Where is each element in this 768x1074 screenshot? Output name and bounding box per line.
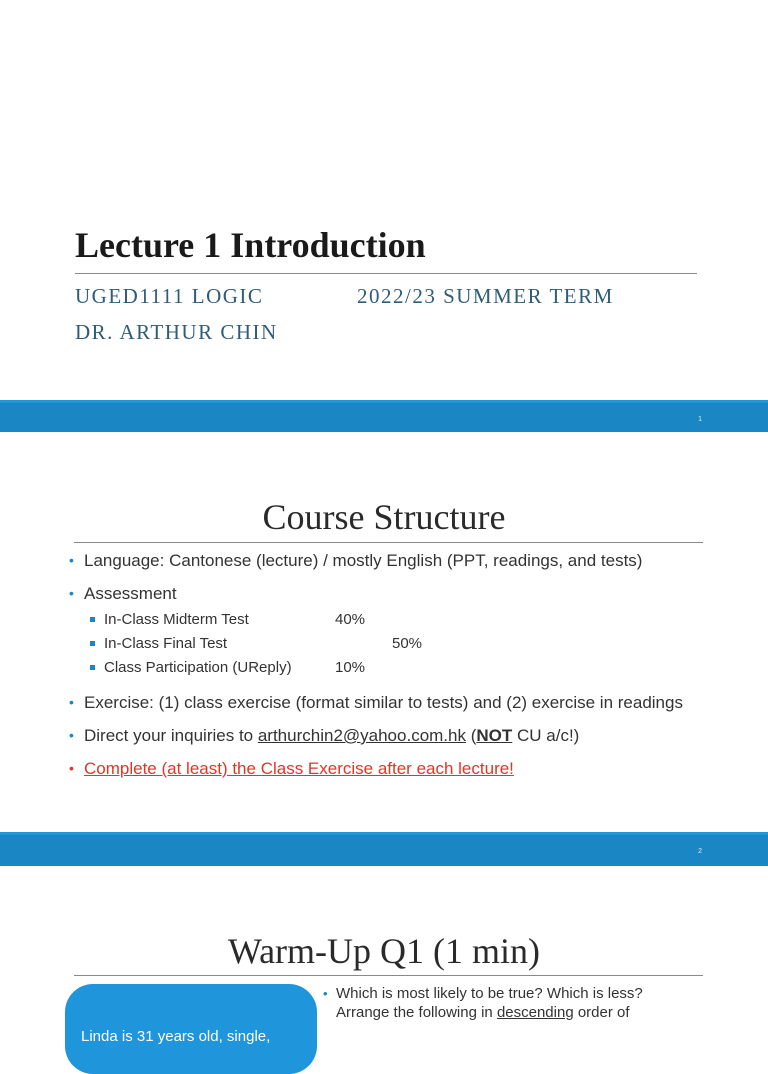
reminder-text: Complete (at least) the Class Exercise after each lecture! <box>84 759 514 778</box>
slide-1 <box>0 0 768 400</box>
bullet-icon: • <box>69 585 74 601</box>
not-emphasis: NOT <box>476 726 513 745</box>
instructor-name: DR. ARTHUR CHIN <box>75 320 278 344</box>
square-bullet-icon <box>90 617 95 622</box>
descending-emphasis: descending <box>496 1004 574 1021</box>
bullet-icon: • <box>69 694 74 710</box>
bullet-icon: • <box>69 760 74 776</box>
bullet-list <box>322 984 722 1034</box>
assessment-weight: 50% <box>392 635 423 652</box>
email-link[interactable]: arthurchin2@yahoo.com.hk <box>257 726 466 745</box>
slide-number: 2 <box>698 848 702 855</box>
course-code: UGED1111 LOGIC <box>75 284 264 308</box>
title-divider <box>74 542 703 543</box>
slide-number: 1 <box>698 416 702 423</box>
title-divider <box>74 975 703 976</box>
scenario-callout <box>65 984 317 1074</box>
assessment-item: In-Class Midterm Test 40% <box>84 608 708 632</box>
bullet-assessment: • Assessment In-Class Midterm Test 40% In-Class Final Test 50% Class Participation (UReply) 10% <box>68 583 708 680</box>
bullet-icon: • <box>69 552 74 568</box>
bullet-reminder <box>68 758 708 779</box>
slide-2 <box>0 432 768 832</box>
slide-3 <box>0 866 768 1045</box>
bullet-icon: • <box>323 986 328 1001</box>
callout-text: Linda is 31 years old, single, <box>81 1028 271 1045</box>
assessment-weight: 40% <box>335 611 366 628</box>
assessment-item: In-Class Final Test 50% <box>84 632 708 656</box>
lecture-title: Lecture 1 Introduction <box>75 225 426 265</box>
slide-title: Course Structure <box>262 497 506 537</box>
bullet-exercise: • Exercise: (1) class exercise (format similar to tests) and (2) exercise in readings <box>69 693 683 712</box>
assessment-weight: 10% <box>335 659 366 676</box>
assessment-list <box>84 608 708 680</box>
term-label: 2022/23 SUMMER TERM <box>357 284 614 308</box>
slide-title: Warm-Up Q1 (1 min) <box>227 931 541 971</box>
square-bullet-icon <box>90 665 95 670</box>
title-divider <box>75 273 697 274</box>
bullet-inquiries: • Direct your inquiries to arthurchin2@yahoo.com.hk (NOT CU a/c!) <box>69 726 580 745</box>
bullet-question: • Which is most likely to be true? Which is less? Arrange the following in descending order of <box>323 985 643 1021</box>
assessment-item: Class Participation (UReply) 10% <box>84 656 708 680</box>
square-bullet-icon <box>90 641 95 646</box>
bullet-icon: • <box>69 727 74 743</box>
bullet-language: • Language: Cantonese (lecture) / mostly English (PPT, readings, and tests) <box>69 551 643 570</box>
slide-1-footer-band <box>0 400 768 432</box>
slide-2-footer-band <box>0 832 768 866</box>
bullet-list <box>68 550 708 791</box>
